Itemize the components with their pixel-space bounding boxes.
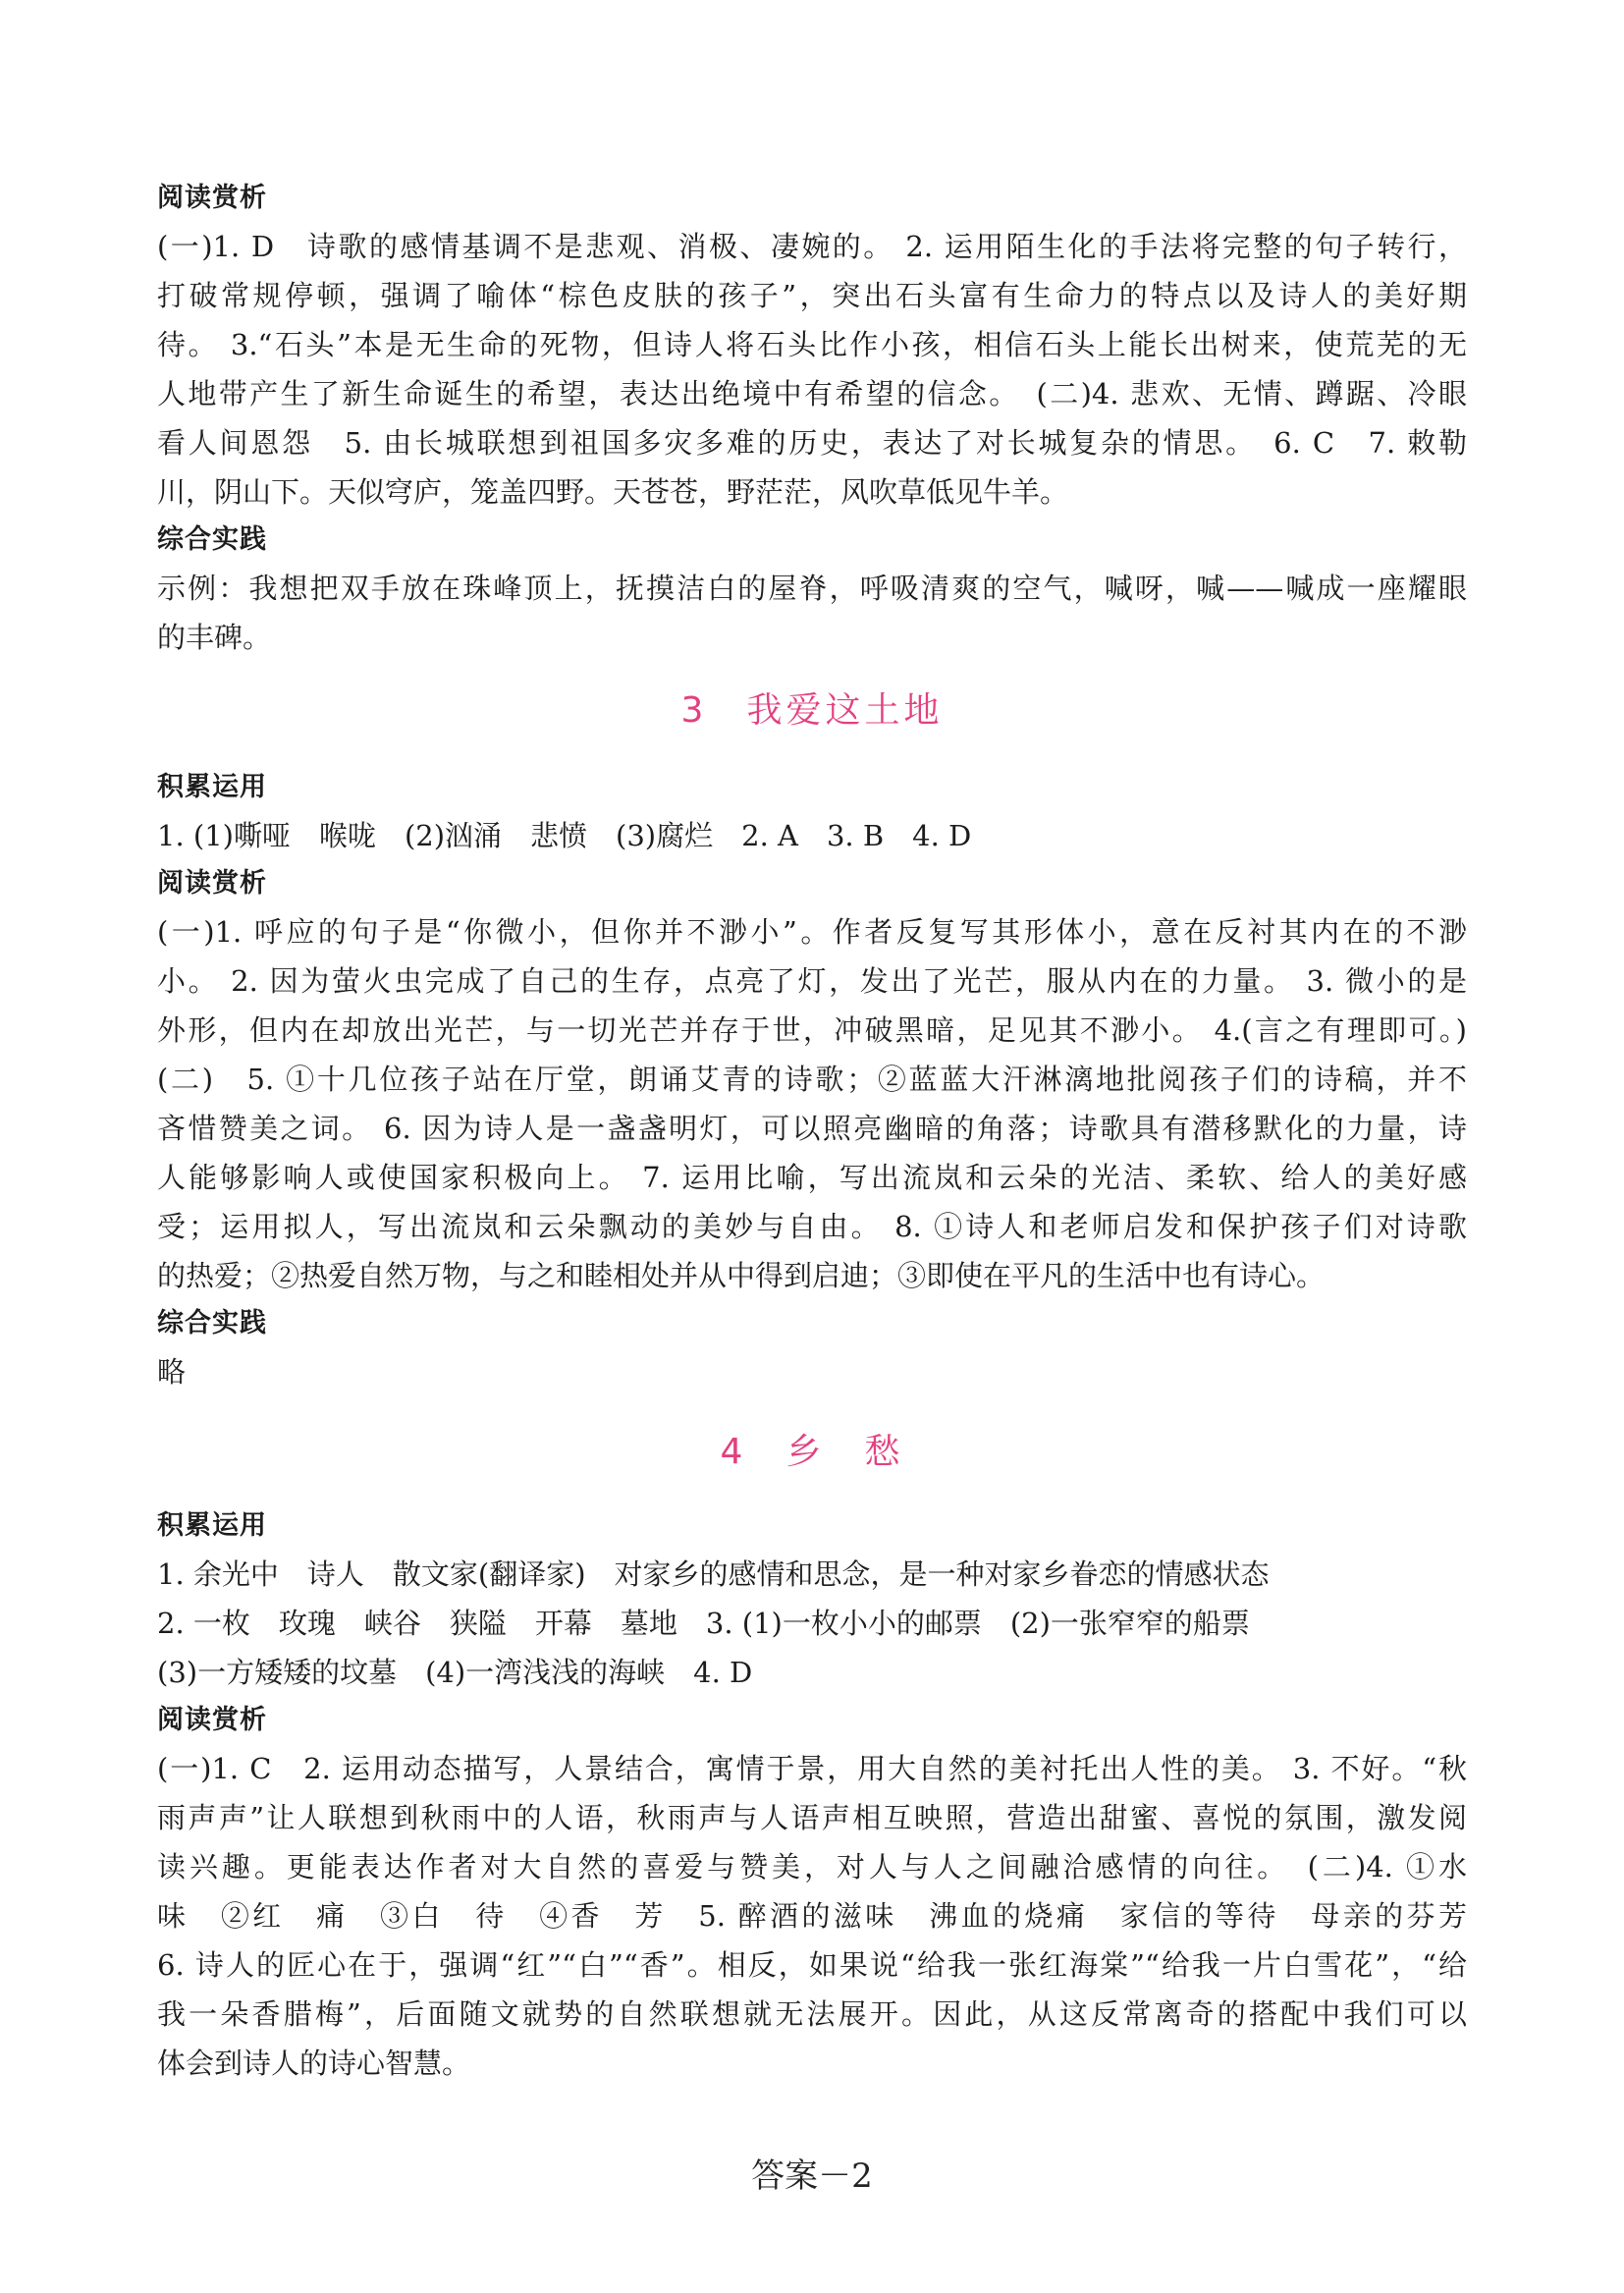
- paragraph-line: (一)1. 呼应的句子是“你微小，但你并不渺小”。作者反复写其形体小，意在反衬其内在的不渺: [157, 915, 1467, 949]
- paragraph-line: (一)1. C 2. 运用动态描写，人景结合，寓情于景，用大自然的美衬托出人性的美。 3. 不好。“秋: [157, 1752, 1467, 1785]
- paragraph-line: 读兴趣。更能表达作者对大自然的喜爱与赞美，对人与人之间融洽感情的向往。 (二)4. ①水: [157, 1850, 1467, 1884]
- chapter-title: 3 我爱这土地: [680, 690, 944, 731]
- paragraph-line: 看人间恩怨 5. 由长城联想到祖国多灾多难的历史，表达了对长城复杂的情思。 6. C 7. 敕勒: [157, 426, 1467, 460]
- chapter3-body: [157, 764, 1467, 1396]
- section-heading-accumulation: 积累运用: [157, 772, 267, 802]
- paragraph-line: 体会到诗人的诗心智慧。: [157, 2047, 471, 2080]
- paragraph-line: 的丰碑。: [157, 621, 272, 654]
- paragraph-line: 的热爱；②热爱自然万物，与之和睦相处并从中得到启迪；③即使在平凡的生活中也有诗心。: [157, 1259, 1326, 1292]
- chapter-title: 4 乡 愁: [720, 1432, 904, 1472]
- paragraph-line: 吝惜赞美之词。 6. 因为诗人是一盏盏明灯，可以照亮幽暗的角落；诗歌具有潜移默化的力量，诗: [157, 1112, 1467, 1145]
- paragraph-line: 雨声声”让人联想到秋雨中的人语，秋雨声与人语声相互映照，营造出甜蜜、喜悦的氛围，激发阅: [157, 1801, 1467, 1834]
- paragraph-line: 受；运用拟人，写出流岚和云朵飘动的美妙与自由。 8. ①诗人和老师启发和保护孩子们对诗歌: [157, 1210, 1467, 1243]
- paragraph-line: 6. 诗人的匠心在于，强调“红”“白”“香”。相反，如果说“给我一张红海棠”“给我一片白雪花”，“给: [157, 1948, 1467, 1982]
- paragraph-line: 人地带产生了新生命诞生的希望，表达出绝境中有希望的信念。 (二)4. 悲欢、无情、蹲踞、冷眼: [157, 377, 1467, 410]
- section-heading-reading: 阅读赏析: [157, 1705, 267, 1735]
- section-heading-accumulation: 积累运用: [157, 1510, 267, 1541]
- paragraph-line: 1. (1)嘶哑 喉咙 (2)汹涌 悲愤 (3)腐烂 2. A 3. B 4. D: [157, 819, 972, 852]
- block1: [157, 175, 1467, 662]
- paragraph-line: 1. 余光中 诗人 散文家(翻译家) 对家乡的感情和思念，是一种对家乡眷恋的情感状态: [157, 1557, 1270, 1591]
- section-heading-reading: 阅读赏析: [157, 183, 267, 213]
- paragraph-line: 示例：我想把双手放在珠峰顶上，抚摸洁白的屋脊，呼吸清爽的空气，喊呀，喊——喊成一座耀眼: [157, 572, 1467, 605]
- paragraph-line: 味 ②红 痛 ③白 待 ④香 芳 5. 醉酒的滋味 沸血的烧痛 家信的等待 母亲的芬芳: [157, 1899, 1467, 1933]
- section-heading-reading: 阅读赏析: [157, 868, 267, 899]
- paragraph-line: 略: [157, 1355, 187, 1389]
- paragraph-line: (二) 5. ①十几位孩子站在厅堂，朗诵艾青的诗歌；②蓝蓝大汗淋漓地批阅孩子们的诗稿，并不: [157, 1063, 1467, 1096]
- page-number: 答案－2: [751, 2157, 873, 2196]
- paragraph-line: 2. 一枚 玫瑰 峡谷 狭隘 开幕 墓地 3. (1)一枚小小的邮票 (2)一张窄窄的船票: [157, 1607, 1250, 1640]
- paragraph-line: (一)1. D 诗歌的感情基调不是悲观、消极、凄婉的。 2. 运用陌生化的手法将完整的句子转行，: [157, 230, 1467, 263]
- section-heading-practice: 综合实践: [157, 1308, 267, 1338]
- paragraph-line: 打破常规停顿，强调了喻体“棕色皮肤的孩子”，突出石头富有生命力的特点以及诗人的美好期: [157, 279, 1467, 312]
- paragraph-line: 我一朵香腊梅”，后面随文就势的自然联想就无法展开。因此，从这反常离奇的搭配中我们可以: [157, 1997, 1467, 2031]
- paragraph-line: 外形，但内在却放出光芒，与一切光芒并存于世，冲破黑暗，足见其不渺小。 4.(言之有理即可。): [157, 1013, 1467, 1047]
- paragraph-line: (3)一方矮矮的坟墓 (4)一湾浅浅的海峡 4. D: [157, 1656, 753, 1689]
- paragraph-line: 待。 3.“石头”本是无生命的死物，但诗人将石头比作小孩，相信石头上能长出树来，使荒芜的无: [157, 328, 1467, 361]
- section-heading-practice: 综合实践: [157, 524, 267, 555]
- paragraph-line: 人能够影响人或使国家积极向上。 7. 运用比喻，写出流岚和云朵的光洁、柔软、给人的美好感: [157, 1161, 1467, 1194]
- paragraph-line: 小。 2. 因为萤火虫完成了自己的生存，点亮了灯，发出了光芒，服从内在的力量。 3. 微小的是: [157, 964, 1467, 998]
- paragraph-line: 川，阴山下。天似穹庐，笼盖四野。天苍苍，野茫茫，风吹草低见牛羊。: [157, 475, 1069, 509]
- chapter4-body: [157, 1502, 1467, 2088]
